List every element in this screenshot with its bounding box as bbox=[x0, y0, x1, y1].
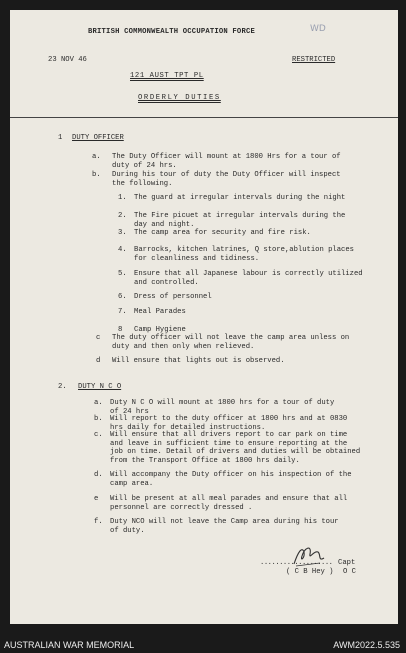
section1-para-a-line: duty of 24 hrs. bbox=[112, 161, 177, 170]
inspection-item-line: for cleanliness and tidiness. bbox=[134, 254, 260, 263]
signature-dotted-line: ................... bbox=[260, 559, 333, 567]
para-letter: c. bbox=[94, 431, 103, 439]
header-rule bbox=[10, 117, 398, 118]
inspection-item-number: 2. bbox=[118, 212, 127, 220]
para-letter: b. bbox=[92, 171, 101, 179]
inspection-item-line: Dress of personnel bbox=[134, 293, 212, 301]
section2-para-line: Will be present at all meal parades and ensure that all bbox=[110, 495, 348, 503]
inspection-item-line: Barrocks, kitchen latrines, Q store,ablution places bbox=[134, 246, 354, 254]
inspection-item-line: Camp Hygiene bbox=[134, 326, 186, 334]
section2-para-line: and leave in sufficient time to ensure reporting at the bbox=[110, 439, 348, 448]
para-letter: e bbox=[94, 495, 99, 503]
para-letter: f. bbox=[94, 518, 103, 526]
pencil-mark: WD bbox=[310, 24, 326, 34]
section2-para-line: Duty N C O will mount at 1800 hrs for a tour of duty bbox=[110, 399, 335, 407]
signatory-rank: Capt bbox=[338, 559, 356, 567]
section2-para-line: hrs daily for detailed instructions. bbox=[110, 423, 266, 432]
section2-para-line: Will accompany the Duty officer on his inspection of the bbox=[110, 471, 352, 479]
para-letter: d bbox=[96, 357, 101, 365]
archive-footer bbox=[0, 635, 406, 653]
signatory-name: ( C B Hey ) bbox=[286, 568, 334, 576]
inspection-item-line: The Fire picuet at irregular intervals during the bbox=[134, 212, 346, 220]
inspection-item-number: 7. bbox=[118, 308, 127, 316]
para-letter: c bbox=[96, 334, 101, 342]
section1-para-b-line: the following. bbox=[112, 179, 173, 188]
section1-heading: DUTY OFFICER bbox=[72, 134, 124, 142]
archive-reference: AWM2022.5.535 bbox=[333, 640, 400, 650]
section1-para-b-line: During his tour of duty the Duty Officer will inspect bbox=[112, 171, 341, 179]
inspection-item-number: 4. bbox=[118, 246, 127, 254]
inspection-item-line: The camp area for security and fire risk. bbox=[134, 229, 311, 237]
para-letter: b. bbox=[94, 415, 103, 423]
document-page bbox=[10, 10, 398, 624]
section2-para-line: Will ensure that all drivers report to car park on time bbox=[110, 431, 348, 439]
para-letter: a. bbox=[94, 399, 103, 407]
section2-heading: DUTY N C O bbox=[78, 383, 122, 391]
inspection-item-number: 1. bbox=[118, 194, 127, 202]
section2-number: 2. bbox=[58, 383, 67, 391]
section1-para-a-line: The Duty Officer will mount at 1800 Hrs for a tour of bbox=[112, 153, 341, 161]
inspection-item-line: The guard at irregular intervals during the night bbox=[134, 194, 346, 202]
section2-para-line: camp area. bbox=[110, 479, 154, 488]
document-title: ORDERLY DUTIES bbox=[138, 94, 221, 102]
unit-name: 121 AUST TPT PL bbox=[130, 72, 204, 80]
para-letter: a. bbox=[92, 153, 101, 161]
section2-para-line: Duty NCO will not leave the Camp area during his tour bbox=[110, 518, 339, 526]
section1-para-d-line: Will ensure that lights out is observed. bbox=[112, 357, 285, 365]
section2-para-line: Will report to the duty officer at 1800 hrs and at 0830 bbox=[110, 415, 348, 423]
section2-para-line: of duty. bbox=[110, 526, 145, 535]
inspection-item-line: Meal Parades bbox=[134, 308, 186, 316]
inspection-item-number: 8 bbox=[118, 326, 123, 334]
section1-para-c-line: The duty officer will not leave the camp area unless on bbox=[112, 334, 350, 342]
archive-name: AUSTRALIAN WAR MEMORIAL bbox=[4, 640, 135, 650]
section2-para-line: from the Transport Office at 1800 hrs daily. bbox=[110, 456, 300, 465]
inspection-item-number: 3. bbox=[118, 229, 127, 237]
inspection-item-line: and controlled. bbox=[134, 278, 199, 287]
document-date: 23 NOV 46 bbox=[48, 56, 87, 64]
section1-para-c-line: duty and then only when relieved. bbox=[112, 342, 255, 351]
section1-number: 1 bbox=[58, 134, 63, 142]
inspection-item-number: 5. bbox=[118, 270, 127, 278]
signatory-role: O C bbox=[343, 568, 356, 576]
inspection-item-line: Ensure that all Japanese labour is correctly utilized bbox=[134, 270, 363, 278]
classification-label: RESTRICTED bbox=[292, 56, 336, 64]
org-header: BRITISH COMMONWEALTH OCCUPATION FORCE bbox=[88, 28, 255, 36]
para-letter: d. bbox=[94, 471, 103, 479]
section2-para-line: job on time. Detail of drivers and duties will be obtained bbox=[110, 448, 361, 457]
section2-para-line: personnel are correctly dressed . bbox=[110, 503, 253, 512]
inspection-item-number: 6. bbox=[118, 293, 127, 301]
inspection-item-line: day and night. bbox=[134, 220, 195, 229]
section2-para-line: of 24 hrs bbox=[110, 407, 149, 416]
